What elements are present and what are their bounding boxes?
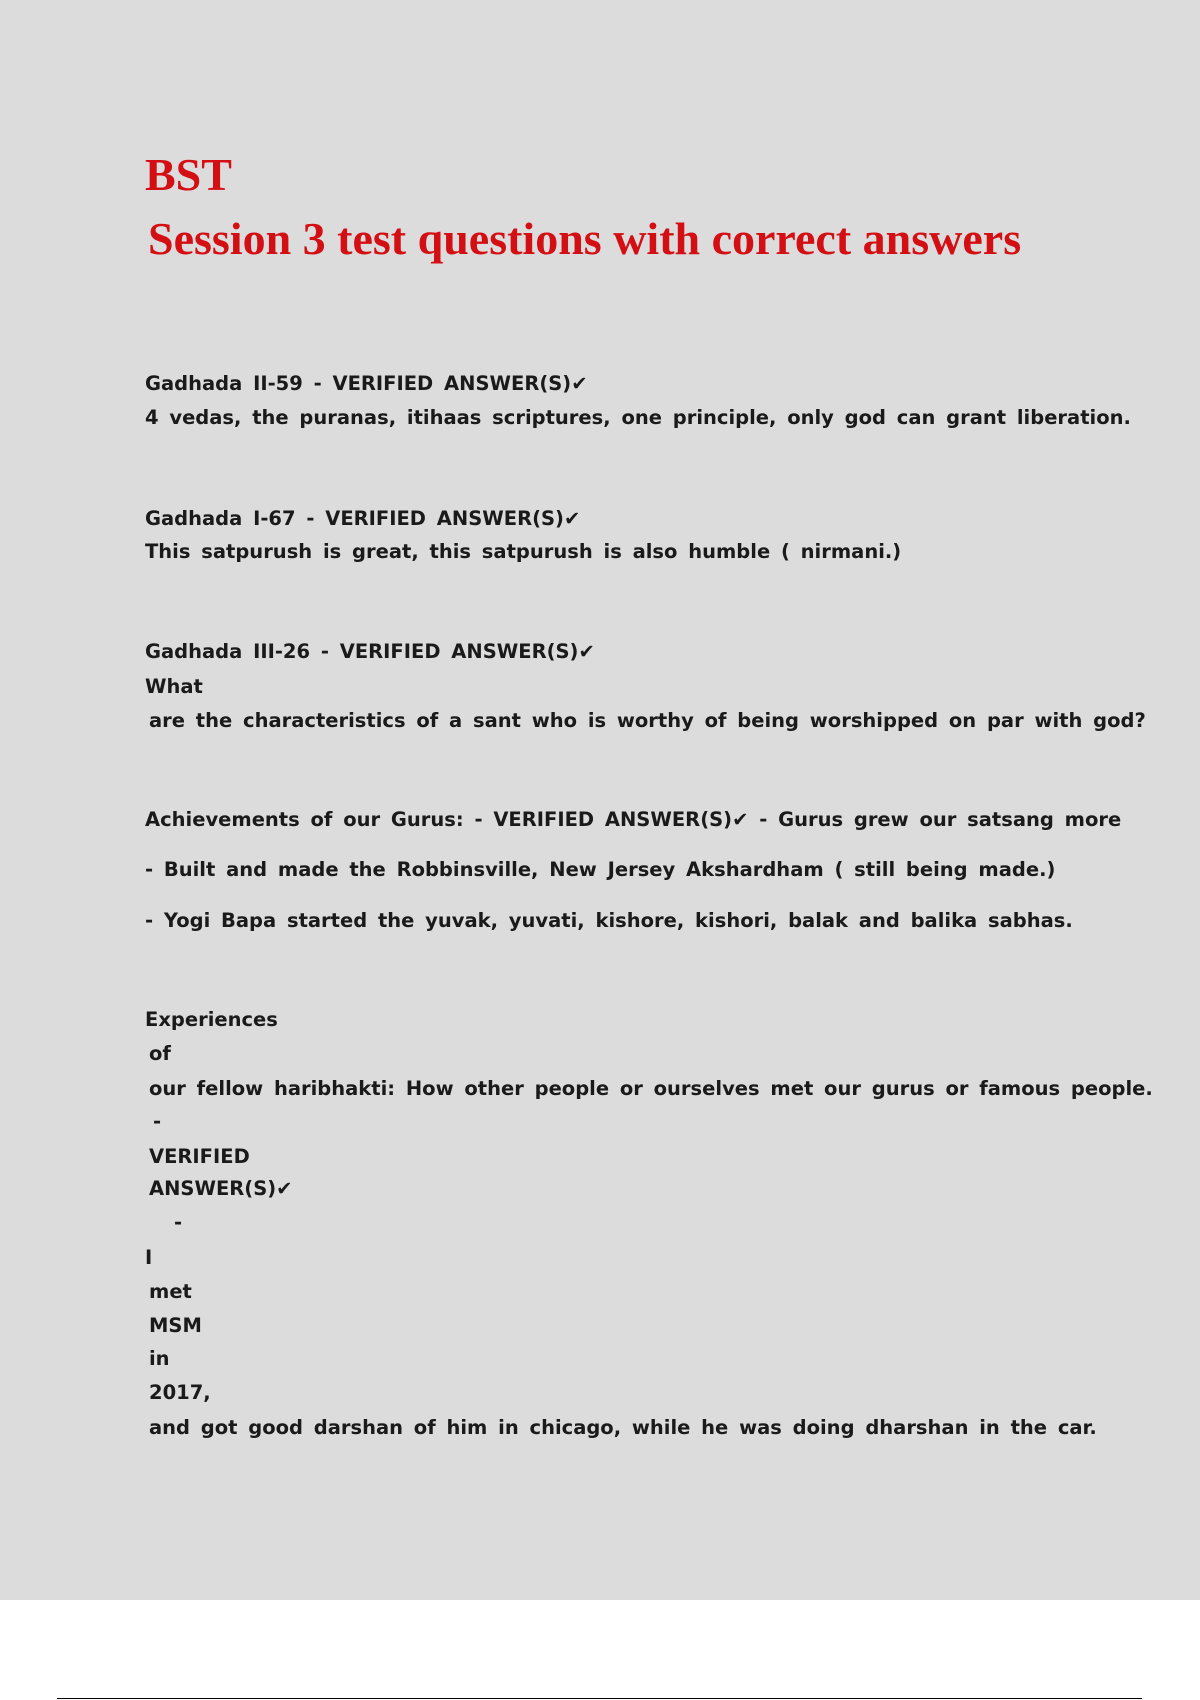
question-text: Achievements of our Gurus: - VERIFIED ANSWER(S)✔ - Gurus grew our satsang more <box>145 808 1122 831</box>
answer-text: are the characteristics of a sant who is worthy of being worshipped on par with god? <box>149 709 1146 732</box>
answer-text: 4 vedas, the puranas, itihaas scriptures, one principle, only god can grant liberation. <box>145 406 1131 429</box>
question-text: of <box>149 1042 171 1065</box>
doc-title: BST <box>145 149 232 200</box>
answer-text: met <box>149 1280 192 1303</box>
answer-text: MSM <box>149 1314 202 1337</box>
answer-text: and got good darshan of him in chicago, while he was doing dharshan in the car. <box>149 1416 1097 1439</box>
question-text: Experiences <box>145 1008 278 1031</box>
answer-text: 2017, <box>149 1381 211 1404</box>
verified-label: ANSWER(S)✔ <box>149 1177 293 1200</box>
answer-text: - Yogi Bapa started the yuvak, yuvati, kishore, kishori, balak and balika sabhas. <box>145 909 1073 932</box>
question-text: Gadhada I-67 - VERIFIED ANSWER(S)✔ <box>145 507 581 530</box>
verified-label: VERIFIED <box>149 1145 250 1168</box>
answer-text: - Built and made the Robbinsville, New Jersey Akshardham ( still being made.) <box>145 858 1056 881</box>
answer-text: This satpurush is great, this satpurush is also humble ( nirmani.) <box>145 540 902 563</box>
answer-text: I <box>145 1246 153 1269</box>
answer-text: in <box>149 1347 170 1370</box>
question-text: our fellow haribhakti: How other people or ourselves met our gurus or famous people. <box>149 1077 1153 1100</box>
question-text: Gadhada II-59 - VERIFIED ANSWER(S)✔ <box>145 372 588 395</box>
doc-subtitle: Session 3 test questions with correct answers <box>148 213 1022 264</box>
separator-text: - <box>174 1211 183 1234</box>
footer-divider <box>57 1698 1142 1699</box>
question-text: Gadhada III-26 - VERIFIED ANSWER(S)✔ <box>145 640 595 663</box>
separator-text: - <box>153 1110 162 1133</box>
answer-text: What <box>145 675 203 698</box>
